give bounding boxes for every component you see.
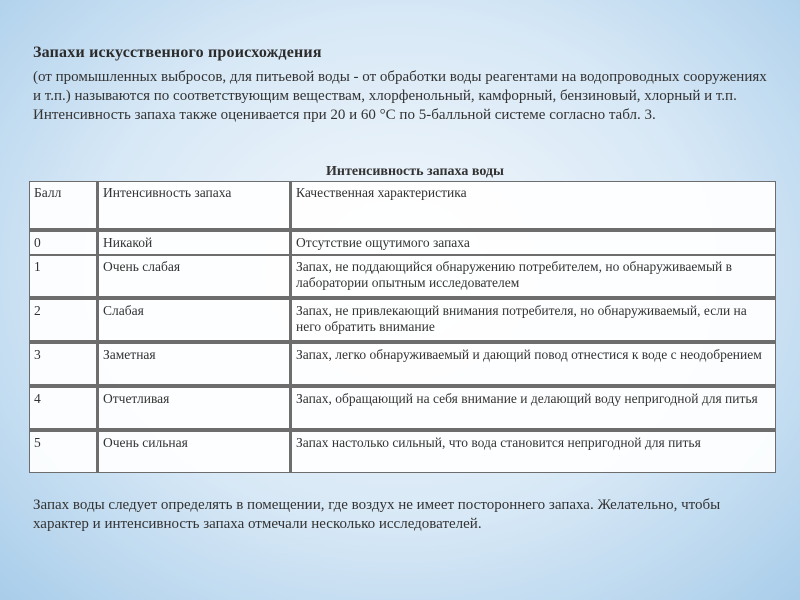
cell-score: 2 xyxy=(29,297,97,341)
cell-description: Запах, не поддающийся обнаружению потребителем, но обнаруживаемый в лаборатории опытным исследователем xyxy=(290,255,776,297)
cell-score: 3 xyxy=(29,341,97,385)
cell-description: Запах, обращающий на себя внимание и делающий воду непригодной для питья xyxy=(290,385,776,429)
table-header-row xyxy=(29,181,776,229)
table-row xyxy=(29,255,776,297)
header-description: Качественная характеристика xyxy=(290,181,776,229)
table-row xyxy=(29,385,776,429)
cell-intensity: Отчетливая xyxy=(97,385,290,429)
cell-intensity: Заметная xyxy=(97,341,290,385)
cell-intensity: Очень слабая xyxy=(97,255,290,297)
outro-paragraph: Запах воды следует определять в помещении, где воздух не имеет постороннего запаха. Желательно, чтобы характер и интенсивность запаха отмечали несколько исследователей. xyxy=(33,497,721,532)
cell-description: Запах настолько сильный, что вода становится непригодной для питья xyxy=(290,429,776,473)
cell-score: 1 xyxy=(29,255,97,297)
table-row xyxy=(29,341,776,385)
cell-intensity: Никакой xyxy=(97,229,290,255)
table-row xyxy=(29,429,776,473)
cell-score: 5 xyxy=(29,429,97,473)
table-row xyxy=(29,297,776,341)
header-intensity: Интенсивность запаха xyxy=(97,181,290,229)
cell-score: 4 xyxy=(29,385,97,429)
cell-intensity: Очень сильная xyxy=(97,429,290,473)
cell-description: Запах, легко обнаруживаемый и дающий повод отнестися к воде с неодобрением xyxy=(290,341,776,385)
odor-intensity-table xyxy=(29,181,776,473)
header-score: Балл xyxy=(29,181,97,229)
table-title: Интенсивность запаха воды xyxy=(326,164,504,179)
slide-title: Запахи искусственного происхождения xyxy=(33,44,322,61)
cell-score: 0 xyxy=(29,229,97,255)
cell-intensity: Слабая xyxy=(97,297,290,341)
intro-paragraph: (от промышленных выбросов, для питьевой воды - от обработки воды реагентами на водопроводных сооружениях и т.п.) называются по соответствующим веществам, хлорфенольный, камфорный, бензиновый, хлорный и т.п. Интенсивность запаха также оценивается при 20 и 60 °С по 5-балльной системе согласно табл. 3. xyxy=(33,69,767,123)
cell-description: Запах, не привлекающий внимания потребителя, но обнаруживаемый, если на него обратить внимание xyxy=(290,297,776,341)
cell-description: Отсутствие ощутимого запаха xyxy=(290,229,776,255)
table-row xyxy=(29,229,776,255)
